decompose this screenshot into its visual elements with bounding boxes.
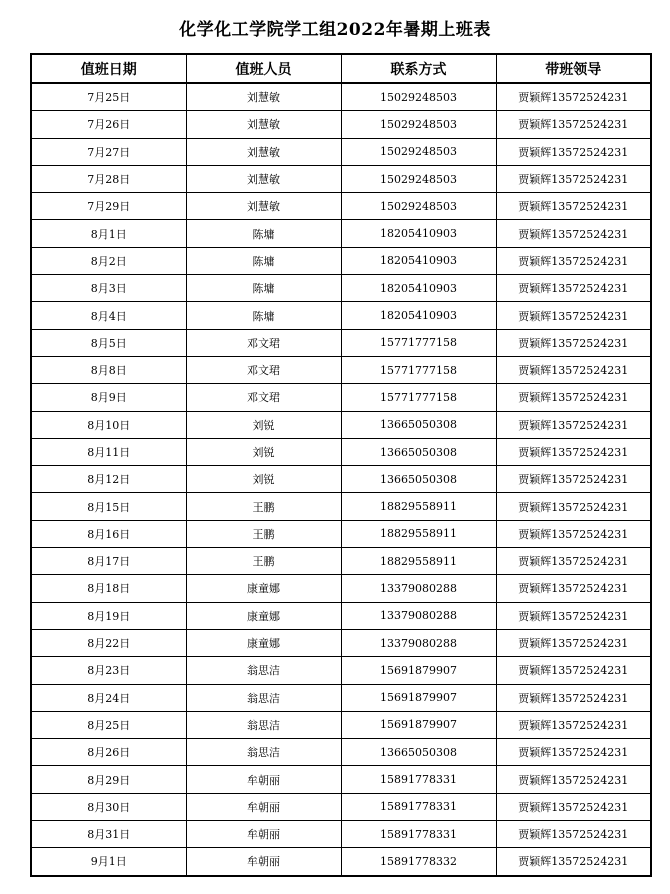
duty-date-cell: 8月10日: [31, 411, 186, 438]
leader-cell: 贾颖辉13572524231: [496, 83, 651, 111]
table-row: [31, 302, 651, 329]
duty-date-cell: 8月3日: [31, 275, 186, 302]
table-row: [31, 220, 651, 247]
duty-staff-cell: 刘慧敏: [186, 193, 341, 220]
leader-cell: 贾颖辉13572524231: [496, 138, 651, 165]
duty-date-cell: 8月18日: [31, 575, 186, 602]
leader-cell: 贾颖辉13572524231: [496, 575, 651, 602]
contact-cell: 18205410903: [341, 247, 496, 274]
leader-cell: 贾颖辉13572524231: [496, 302, 651, 329]
duty-staff-cell: 王鹏: [186, 493, 341, 520]
table-row: [31, 111, 651, 138]
table-header: [31, 54, 651, 83]
contact-cell: 15691879907: [341, 684, 496, 711]
duty-date-cell: 8月9日: [31, 384, 186, 411]
contact-cell: 13665050308: [341, 438, 496, 465]
duty-staff-cell: 陈墉: [186, 220, 341, 247]
duty-date-cell: 8月31日: [31, 821, 186, 848]
leader-cell: 贾颖辉13572524231: [496, 548, 651, 575]
duty-date-cell: 8月22日: [31, 629, 186, 656]
duty-date-cell: 7月26日: [31, 111, 186, 138]
duty-date-cell: 7月25日: [31, 83, 186, 111]
table-row: [31, 438, 651, 465]
contact-cell: 15891778331: [341, 821, 496, 848]
leader-cell: 贾颖辉13572524231: [496, 247, 651, 274]
duty-staff-cell: 陈墉: [186, 275, 341, 302]
leader-cell: 贾颖辉13572524231: [496, 384, 651, 411]
duty-date-cell: 8月8日: [31, 356, 186, 383]
duty-date-cell: 8月19日: [31, 602, 186, 629]
table-row: [31, 848, 651, 876]
contact-cell: 13379080288: [341, 602, 496, 629]
duty-date-cell: 8月26日: [31, 739, 186, 766]
contact-cell: 15771777158: [341, 329, 496, 356]
leader-cell: 贾颖辉13572524231: [496, 411, 651, 438]
table-row: [31, 657, 651, 684]
contact-cell: 15691879907: [341, 657, 496, 684]
contact-cell: 18205410903: [341, 220, 496, 247]
header-leader: 带班领导: [496, 54, 651, 83]
duty-staff-cell: 刘慧敏: [186, 165, 341, 192]
duty-staff-cell: 邓文珺: [186, 384, 341, 411]
duty-staff-cell: 邓文珺: [186, 356, 341, 383]
table-row: [31, 275, 651, 302]
leader-cell: 贾颖辉13572524231: [496, 438, 651, 465]
contact-cell: 15691879907: [341, 711, 496, 738]
leader-cell: 贾颖辉13572524231: [496, 165, 651, 192]
header-row: [31, 54, 651, 83]
duty-date-cell: 7月28日: [31, 165, 186, 192]
duty-date-cell: 8月17日: [31, 548, 186, 575]
leader-cell: 贾颖辉13572524231: [496, 793, 651, 820]
contact-cell: 13379080288: [341, 575, 496, 602]
table-row: [31, 520, 651, 547]
duty-date-cell: 8月2日: [31, 247, 186, 274]
leader-cell: 贾颖辉13572524231: [496, 111, 651, 138]
table-row: [31, 83, 651, 111]
leader-cell: 贾颖辉13572524231: [496, 766, 651, 793]
table-row: [31, 329, 651, 356]
leader-cell: 贾颖辉13572524231: [496, 821, 651, 848]
duty-date-cell: 8月12日: [31, 466, 186, 493]
duty-staff-cell: 邓文珺: [186, 329, 341, 356]
table-row: [31, 384, 651, 411]
duty-date-cell: 8月1日: [31, 220, 186, 247]
contact-cell: 18829558911: [341, 493, 496, 520]
leader-cell: 贾颖辉13572524231: [496, 711, 651, 738]
table-row: [31, 821, 651, 848]
table-row: [31, 711, 651, 738]
table-row: [31, 739, 651, 766]
leader-cell: 贾颖辉13572524231: [496, 520, 651, 547]
duty-staff-cell: 王鹏: [186, 520, 341, 547]
contact-cell: 13665050308: [341, 411, 496, 438]
table-row: [31, 493, 651, 520]
table-row: [31, 165, 651, 192]
contact-cell: 15771777158: [341, 384, 496, 411]
table-row: [31, 575, 651, 602]
duty-staff-cell: 康童娜: [186, 602, 341, 629]
duty-staff-cell: 牟朝丽: [186, 766, 341, 793]
duty-staff-cell: 牟朝丽: [186, 848, 341, 876]
contact-cell: 15029248503: [341, 193, 496, 220]
duty-staff-cell: 翁思洁: [186, 684, 341, 711]
leader-cell: 贾颖辉13572524231: [496, 739, 651, 766]
duty-date-cell: 8月11日: [31, 438, 186, 465]
page-title: 化学化工学院学工组2022年暑期上班表: [179, 20, 491, 40]
table-row: [31, 138, 651, 165]
contact-cell: 15029248503: [341, 165, 496, 192]
contact-cell: 15029248503: [341, 111, 496, 138]
duty-staff-cell: 翁思洁: [186, 657, 341, 684]
contact-cell: 13665050308: [341, 739, 496, 766]
duty-staff-cell: 陈墉: [186, 302, 341, 329]
table-row: [31, 629, 651, 656]
contact-cell: 15029248503: [341, 83, 496, 111]
contact-cell: 18829558911: [341, 520, 496, 547]
duty-date-cell: 8月23日: [31, 657, 186, 684]
leader-cell: 贾颖辉13572524231: [496, 356, 651, 383]
table-row: [31, 548, 651, 575]
leader-cell: 贾颖辉13572524231: [496, 629, 651, 656]
table-row: [31, 247, 651, 274]
duty-staff-cell: 牟朝丽: [186, 793, 341, 820]
table-row: [31, 466, 651, 493]
leader-cell: 贾颖辉13572524231: [496, 220, 651, 247]
table-row: [31, 766, 651, 793]
duty-date-cell: 8月24日: [31, 684, 186, 711]
leader-cell: 贾颖辉13572524231: [496, 493, 651, 520]
contact-cell: 15891778331: [341, 766, 496, 793]
duty-staff-cell: 刘慧敏: [186, 138, 341, 165]
duty-staff-cell: 刘锐: [186, 466, 341, 493]
table-row: [31, 411, 651, 438]
contact-cell: 13379080288: [341, 629, 496, 656]
duty-staff-cell: 康童娜: [186, 629, 341, 656]
contact-cell: 15029248503: [341, 138, 496, 165]
duty-staff-cell: 刘锐: [186, 411, 341, 438]
leader-cell: 贾颖辉13572524231: [496, 466, 651, 493]
leader-cell: 贾颖辉13572524231: [496, 329, 651, 356]
table-row: [31, 684, 651, 711]
duty-staff-cell: 牟朝丽: [186, 821, 341, 848]
contact-cell: 18829558911: [341, 548, 496, 575]
duty-schedule-table: [30, 53, 652, 877]
leader-cell: 贾颖辉13572524231: [496, 657, 651, 684]
duty-staff-cell: 陈墉: [186, 247, 341, 274]
duty-staff-cell: 康童娜: [186, 575, 341, 602]
contact-cell: 18205410903: [341, 302, 496, 329]
duty-staff-cell: 翁思洁: [186, 711, 341, 738]
leader-cell: 贾颖辉13572524231: [496, 602, 651, 629]
contact-cell: 15891778331: [341, 793, 496, 820]
duty-date-cell: 8月29日: [31, 766, 186, 793]
duty-staff-cell: 王鹏: [186, 548, 341, 575]
leader-cell: 贾颖辉13572524231: [496, 275, 651, 302]
duty-date-cell: 8月25日: [31, 711, 186, 738]
table-row: [31, 356, 651, 383]
contact-cell: 13665050308: [341, 466, 496, 493]
contact-cell: 18205410903: [341, 275, 496, 302]
header-duty-date: 值班日期: [31, 54, 186, 83]
leader-cell: 贾颖辉13572524231: [496, 193, 651, 220]
table-row: [31, 193, 651, 220]
duty-staff-cell: 刘锐: [186, 438, 341, 465]
duty-date-cell: 8月30日: [31, 793, 186, 820]
leader-cell: 贾颖辉13572524231: [496, 684, 651, 711]
table-row: [31, 602, 651, 629]
contact-cell: 15891778332: [341, 848, 496, 876]
duty-date-cell: 8月15日: [31, 493, 186, 520]
header-contact: 联系方式: [341, 54, 496, 83]
duty-staff-cell: 翁思洁: [186, 739, 341, 766]
duty-date-cell: 7月27日: [31, 138, 186, 165]
contact-cell: 15771777158: [341, 356, 496, 383]
duty-date-cell: 8月16日: [31, 520, 186, 547]
duty-staff-cell: 刘慧敏: [186, 111, 341, 138]
table-row: [31, 793, 651, 820]
duty-date-cell: 9月1日: [31, 848, 186, 876]
duty-staff-cell: 刘慧敏: [186, 83, 341, 111]
duty-date-cell: 8月5日: [31, 329, 186, 356]
header-duty-staff: 值班人员: [186, 54, 341, 83]
table-body: [31, 83, 651, 876]
duty-date-cell: 8月4日: [31, 302, 186, 329]
duty-date-cell: 7月29日: [31, 193, 186, 220]
leader-cell: 贾颖辉13572524231: [496, 848, 651, 876]
